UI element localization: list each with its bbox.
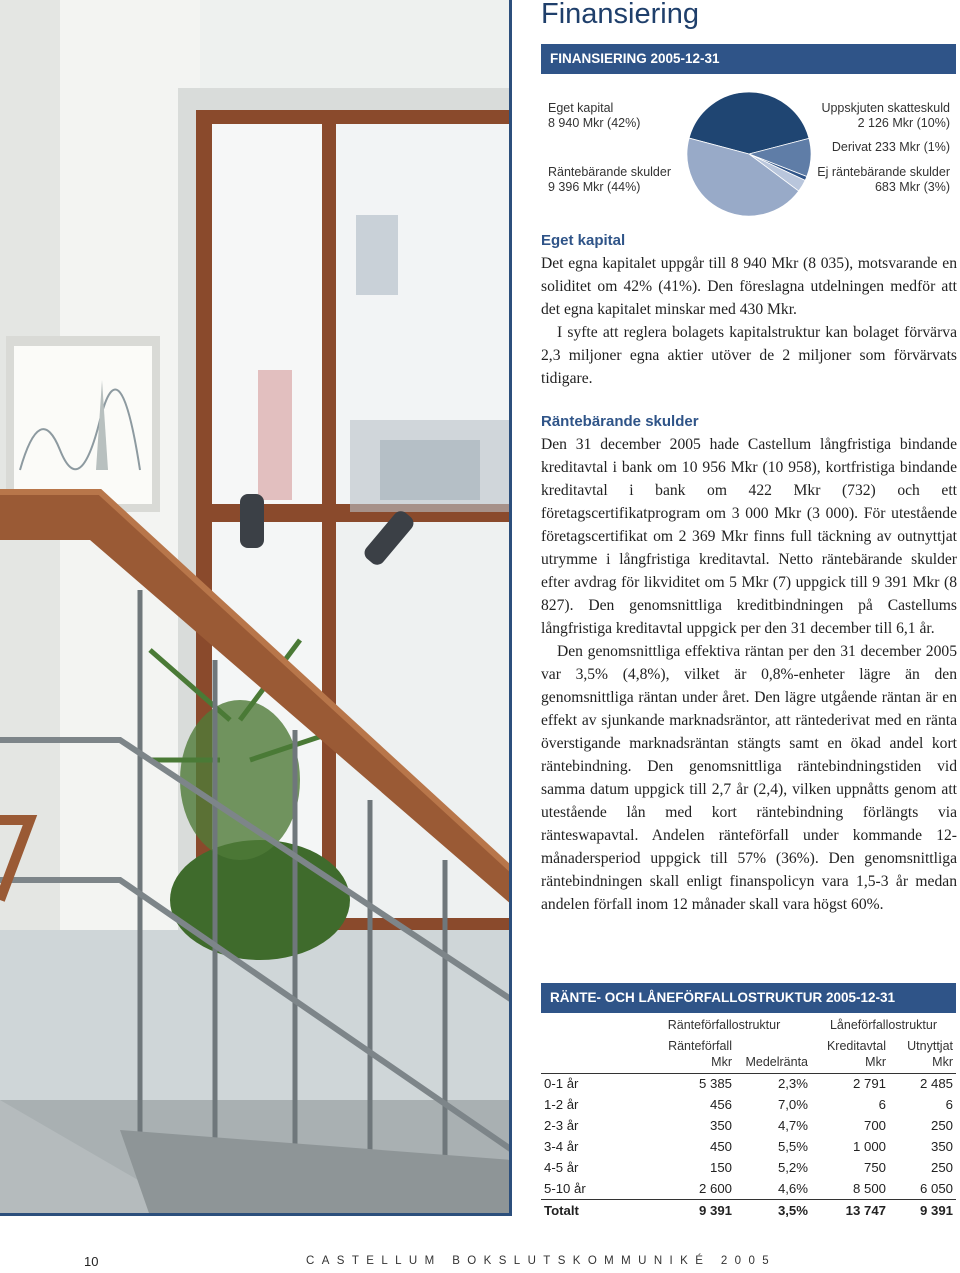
- total-cell: 13 747: [811, 1199, 889, 1222]
- section-rantebarande-skulder: [541, 411, 957, 916]
- group-lane: Låneförfallostruktur: [829, 1018, 937, 1032]
- row-label: 4-5 år: [544, 1160, 579, 1175]
- table-header: RÄNTE- OCH LÅNEFÖRFALLOSTRUKTUR 2005-12-31: [541, 983, 956, 1013]
- label-eget-kapital: [548, 101, 640, 131]
- label-skatteskuld-name: Uppskjuten skatteskuld: [821, 101, 950, 115]
- table-cell: 6: [945, 1097, 953, 1112]
- col-header: Utnyttjat Mkr: [889, 1037, 956, 1073]
- table-cell: 6 050: [919, 1180, 953, 1196]
- table-row: [541, 1115, 956, 1136]
- table-group-row: [541, 1013, 956, 1037]
- col-header: Ränteförfall Mkr: [637, 1037, 735, 1073]
- row-label: 1-2 år: [544, 1097, 579, 1112]
- label-rantebarande-value: 9 396 Mkr (44%): [548, 180, 641, 194]
- maturity-structure-panel: [541, 983, 956, 1222]
- total-label: Totalt: [541, 1199, 637, 1222]
- maturity-table: [541, 1013, 956, 1222]
- footer-publication: CASTELLUM BOKSLUTSKOMMUNIKÉ 2005: [306, 1255, 777, 1267]
- group-rante: Ränteförfallostruktur: [667, 1018, 781, 1032]
- paragraph: Det egna kapitalet uppgår till 8 940 Mkr (8 035), motsvarande en soliditet om 42% (41%). Den föreslagna utdelningen medför att det egna kapitalet minskar med 430 Mkr.: [541, 255, 957, 318]
- table-cell: 750: [863, 1160, 886, 1175]
- table-total-row: [541, 1199, 956, 1222]
- text-eget-kapital: [541, 252, 957, 390]
- table-cell: 250: [930, 1160, 953, 1175]
- table-column-header-row: [541, 1037, 956, 1073]
- table-cell: 2 600: [698, 1180, 732, 1196]
- financing-pie-chart: [685, 90, 813, 218]
- col-header: Kreditavtal Mkr: [811, 1037, 889, 1073]
- table-cell: 7,0%: [777, 1097, 808, 1112]
- row-label: 5-10 år: [544, 1180, 586, 1196]
- table-row: [541, 1094, 956, 1115]
- heading-eget-kapital: Eget kapital: [541, 232, 626, 249]
- row-label: 3-4 år: [544, 1139, 579, 1154]
- label-ej-rantebarande-value: 683 Mkr (3%): [874, 180, 950, 194]
- paragraph: I syfte att reglera bolagets kapitalstruktur kan bolaget förvärva 2,3 miljoner egna aktier utöver de 2 miljoner som förvärvats tidigare.: [541, 324, 957, 387]
- pie-header: FINANSIERING 2005-12-31: [541, 44, 956, 74]
- table-cell: 4,7%: [777, 1118, 808, 1133]
- label-rantebarande: [548, 165, 671, 195]
- section-eget-kapital: [541, 230, 957, 390]
- label-rantebarande-name: Räntebärande skulder: [548, 165, 671, 179]
- table-cell: 700: [863, 1118, 886, 1133]
- table-cell: 5,5%: [777, 1139, 808, 1154]
- table-cell: 456: [709, 1097, 732, 1112]
- page-number: 10: [84, 1254, 99, 1269]
- table-cell: 2,3%: [777, 1076, 808, 1092]
- label-derivat-name: Derivat 233 Mkr (1%): [831, 140, 950, 154]
- table-cell: 5 385: [698, 1076, 732, 1092]
- paragraph: Den genomsnittliga effektiva räntan per den 31 december 2005 var 3,5% (4,8%), vilket är 0,8%-enheter lägre än den genomsnittliga räntan under året. Den lägre utgående räntan är en effekt av sjunkande marknadsräntor, att räntederivat med en ränta överstigande marknadsräntan stängts samt en ökad andel kort räntebindning. Den genomsnittliga räntebindningstiden vid samma datum uppgick till 2,7 år (2,4), vilken uppnåtts genom att utestående lån med kort räntebindning förlängts via ränteswapavtal. Andelen ränteförfall under kommande 12-månadersperiod uppgick till 57% (36%). Den genomsnittliga räntebindningen skall enligt finanspolicyn vara 1,5-3 år medan andelen förfall inom 12 månader skall vara högst 60%.: [541, 643, 957, 913]
- table-cell: 6: [878, 1097, 886, 1112]
- table-cell: 350: [709, 1118, 732, 1133]
- table-body: [541, 1073, 956, 1199]
- table-row: [541, 1157, 956, 1178]
- label-ej-rantebarande-name: Ej räntebärande skulder: [817, 165, 950, 179]
- col-header: Medelränta: [735, 1037, 811, 1073]
- table-cell: 4,6%: [777, 1180, 808, 1196]
- page-title: Finansiering: [541, 0, 699, 30]
- financing-pie-panel: [541, 44, 956, 216]
- table-cell: 1 000: [852, 1139, 886, 1154]
- table-row: [541, 1136, 956, 1157]
- total-cell: 9 391: [637, 1199, 735, 1222]
- text-rantebarande-skulder: [541, 433, 957, 916]
- row-label: 2-3 år: [544, 1118, 579, 1133]
- label-skatteskuld-value: 2 126 Mkr (10%): [857, 116, 950, 130]
- table-cell: 350: [930, 1139, 953, 1154]
- total-cell: 9 391: [889, 1199, 956, 1222]
- table-cell: 150: [709, 1160, 732, 1175]
- table-cell: 250: [930, 1118, 953, 1133]
- label-eget-kapital-name: Eget kapital: [548, 101, 614, 115]
- total-cell: 3,5%: [735, 1199, 811, 1222]
- table-cell: 2 485: [919, 1076, 953, 1092]
- paragraph: Den 31 december 2005 hade Castellum långfristiga bindande kreditavtal i bank om 10 956 Mkr (10 958), kortfristiga bindande kreditavtal i bank om 422 Mkr (732) och ett företagscertifikatprogram om 3 000 Mkr (3 000). För utestående företagscertifikat om 2 369 Mkr finns full täckning av outnyttjat utrymme i långfristiga kreditavtal. Netto räntebärande skulder efter avdrag för likviditet om 5 Mkr (7) uppgick till 9 391 Mkr (8 827). Den genomsnittliga kreditbindningen på Castellums långfristiga kreditavtal uppgick per den 31 december till 6,1 år.: [541, 436, 957, 637]
- label-derivat: [832, 140, 950, 155]
- table-cell: 8 500: [852, 1180, 886, 1196]
- table-row: [541, 1178, 956, 1199]
- table-cell: 450: [709, 1139, 732, 1154]
- table-cell: 5,2%: [777, 1160, 808, 1175]
- label-eget-kapital-value: 8 940 Mkr (42%): [548, 116, 641, 130]
- label-skatteskuld: [821, 101, 950, 131]
- row-label: 0-1 år: [544, 1076, 579, 1092]
- heading-rantebarande-skulder: Räntebärande skulder: [541, 413, 699, 430]
- label-ej-rantebarande: [817, 165, 950, 195]
- table-cell: 2 791: [852, 1076, 886, 1092]
- table-row: [541, 1073, 956, 1094]
